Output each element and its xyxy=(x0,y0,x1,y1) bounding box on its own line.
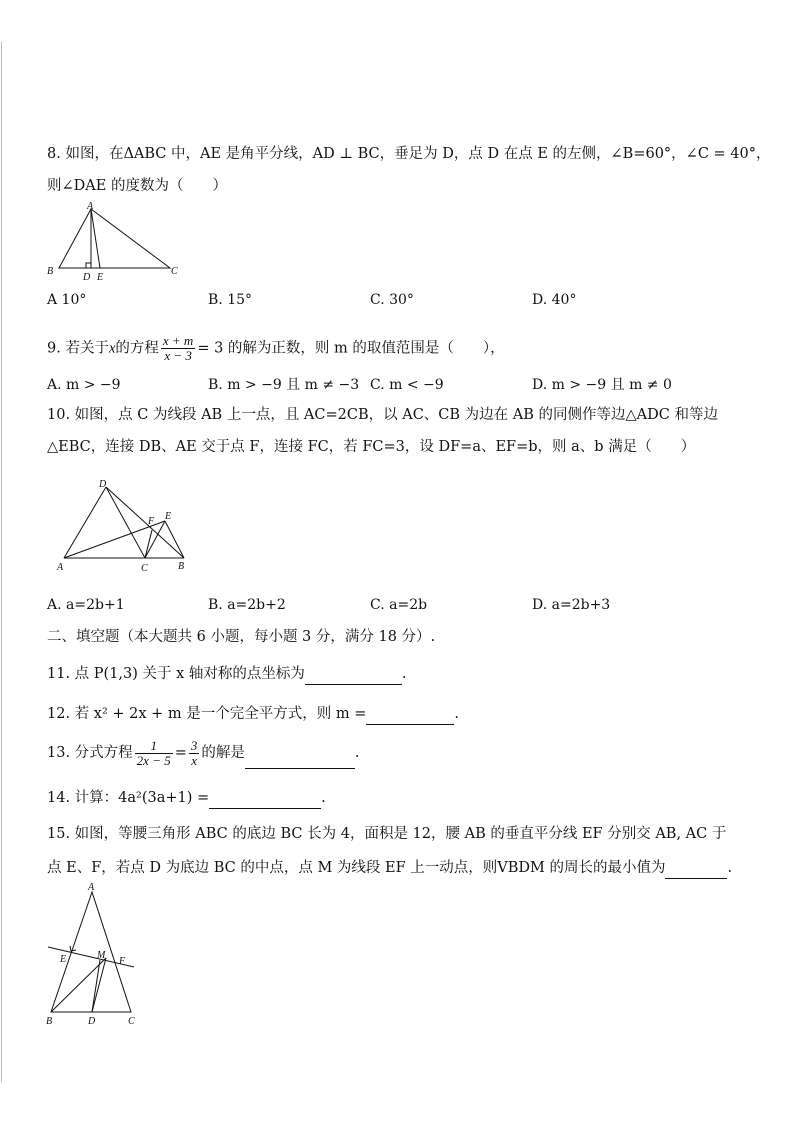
q10-option-c: C. a=2b xyxy=(370,597,428,613)
q13-fraction-left xyxy=(135,739,173,768)
q13-suffix: 的解是 xyxy=(201,745,245,761)
q15-line2-text: 点 E、F，若点 D 为底边 BC 的中点，点 M 为线段 EF 上一动点，则VBDM 的周长的最小值为 xyxy=(47,860,666,876)
q12-answer-blank[interactable] xyxy=(366,704,454,725)
q14-end: . xyxy=(321,790,326,806)
q11-end: . xyxy=(401,666,407,682)
q9-suffix: = 3 的解为正数，则 m 的取值范围是（ ）， xyxy=(197,340,505,357)
q8-label-e: E xyxy=(97,272,104,282)
q13-equals: = xyxy=(174,745,187,761)
q12-text: 12. 若 x² + 2x + m 是一个完全平方式，则 m = xyxy=(47,706,367,722)
q14-answer-blank[interactable] xyxy=(209,788,321,809)
q9-line xyxy=(47,334,505,363)
q9-prefix: 9. 若关于 xyxy=(47,340,109,357)
q8-option-b: B. 15° xyxy=(208,292,253,308)
q15-end: . xyxy=(727,860,733,876)
q11-line xyxy=(47,664,407,685)
q10-figure xyxy=(48,475,198,575)
q9-option-b: B. m > −9 且 m ≠ −3 xyxy=(208,377,360,393)
q15-label-m: M xyxy=(97,950,106,961)
q15-label-a: A xyxy=(88,882,95,893)
q10-option-b: B. a=2b+2 xyxy=(208,597,286,613)
q10-option-d: D. a=2b+3 xyxy=(532,597,611,613)
q8-option-c: C. 30° xyxy=(370,292,414,308)
q15-label-c: C xyxy=(128,1016,135,1027)
q15-label-f: F xyxy=(119,956,126,967)
q8-label-b: B xyxy=(47,266,54,277)
q13-fraction-right xyxy=(189,739,200,768)
q13-fraction-right-numerator: 3 xyxy=(190,737,198,753)
page-left-border xyxy=(1,42,2,1082)
q15-figure xyxy=(40,880,150,1030)
q10-label-c: C xyxy=(141,563,148,574)
q15-label-e: E xyxy=(60,954,67,965)
q8-option-d: D. 40° xyxy=(532,292,577,308)
q15-line2 xyxy=(47,858,732,879)
q10-option-a: A. a=2b+1 xyxy=(47,597,125,613)
q13-fraction-left-denominator: 2x − 5 xyxy=(136,752,171,768)
q9-fraction-numerator: x + m xyxy=(162,333,194,348)
q9-option-a: A. m > −9 xyxy=(47,377,121,393)
q10-label-f: F xyxy=(148,516,155,527)
q15-line1: 15. 如图，等腰三角形 ABC 的底边 BC 长为 4，面积是 12，腰 AB 的垂直平分线 EF 分别交 AB, AC 于 xyxy=(47,826,727,842)
q9-var: x xyxy=(108,340,116,357)
q8-figure xyxy=(40,200,190,282)
q9-mid: 的方程 xyxy=(115,340,159,357)
q10-label-a: A xyxy=(57,562,64,573)
q10-label-e: E xyxy=(165,511,172,522)
q8-label-c: C xyxy=(171,266,178,277)
q12-end: . xyxy=(454,706,459,722)
q10-label-d: D xyxy=(99,479,107,490)
q8-line2: 则∠DAE 的度数为（ ） xyxy=(47,178,227,194)
q14-line xyxy=(47,788,326,809)
q13-prefix: 13. 分式方程 xyxy=(47,745,133,761)
q15-answer-blank[interactable] xyxy=(665,858,727,879)
q9-option-d: D. m > −9 且 m ≠ 0 xyxy=(532,377,672,393)
q13-fraction-right-denominator: x xyxy=(191,752,198,768)
q15-label-d: D xyxy=(88,1016,96,1027)
q10-line1: 10. 如图，点 C 为线段 AB 上一点，且 AC=2CB，以 AC、CB 为边在 AB 的同侧作等边△ADC 和等边 xyxy=(47,407,718,423)
q9-option-c: C. m < −9 xyxy=(370,377,444,393)
q8-label-a: A xyxy=(87,201,94,212)
section-2-heading: 二、填空题（本大题共 6 小题，每小题 3 分，满分 18 分）. xyxy=(47,629,436,645)
q11-text: 11. 点 P(1,3) 关于 x 轴对称的点坐标为 xyxy=(47,666,305,682)
q12-line xyxy=(47,704,459,725)
q9-fraction-denominator: x − 3 xyxy=(164,348,192,363)
q13-answer-blank[interactable] xyxy=(245,738,355,769)
q10-label-b: B xyxy=(178,561,185,572)
q8-option-a: A 10° xyxy=(47,292,87,308)
q13-fraction-left-numerator: 1 xyxy=(135,739,173,754)
q9-fraction xyxy=(161,334,195,363)
q10-line2: △EBC，连接 DB、AE 交于点 F，连接 FC，若 FC=3，设 DF=a、EF=b，则 a、b 满足（ ） xyxy=(47,439,696,455)
q15-label-b: B xyxy=(46,1016,53,1027)
q13-end: . xyxy=(354,745,360,761)
q13-line xyxy=(47,738,359,769)
q11-answer-blank[interactable] xyxy=(305,664,402,685)
q14-text: 14. 计算：4a²(3a+1) = xyxy=(47,790,210,806)
q8-label-d: D xyxy=(83,272,91,282)
q8-line1: 8. 如图，在ΔABC 中，AE 是角平分线，AD ⊥ BC，垂足为 D，点 D 在点 E 的左侧，∠B=60°，∠C = 40°， xyxy=(47,146,771,162)
